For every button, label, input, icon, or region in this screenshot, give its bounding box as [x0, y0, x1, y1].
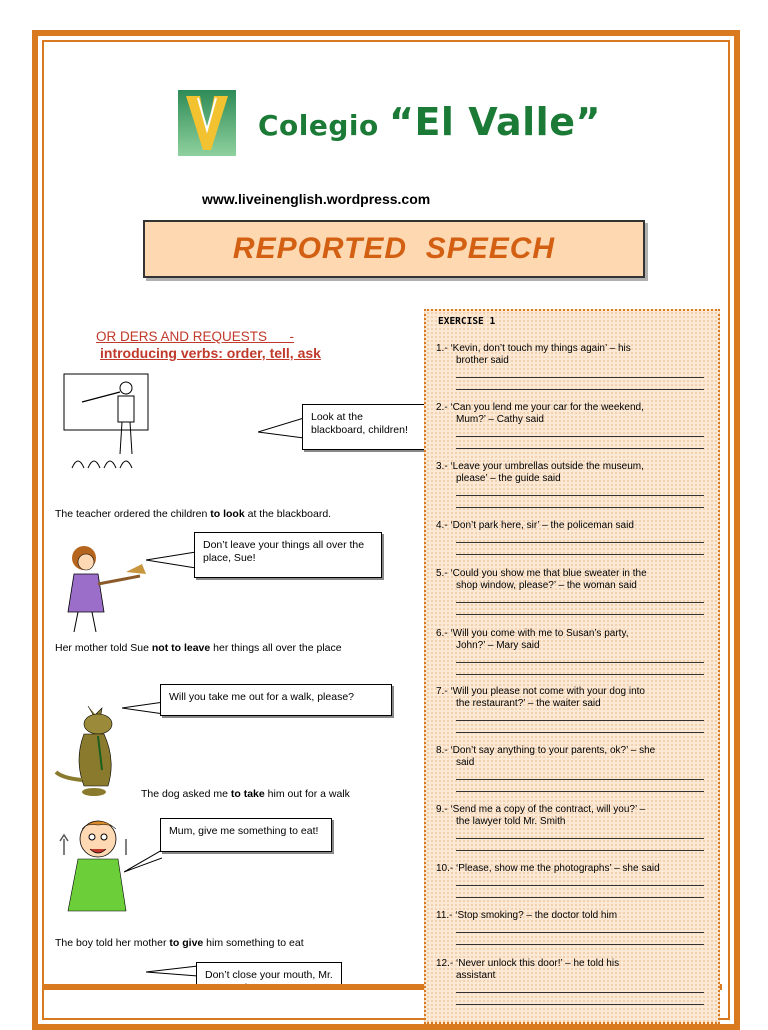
exercise-prompt-line: ‘Will you please not come with your dog into — [450, 686, 645, 697]
answer-line[interactable] — [456, 389, 704, 390]
sentence-text: The teacher ordered the children — [55, 508, 211, 520]
sentence-text: him something to eat — [203, 937, 304, 949]
exercise-prompt-line: Mum?’ – Cathy said — [456, 414, 544, 425]
exercise-prompt-line: please’ – the guide said — [456, 473, 561, 484]
speech-bubble-5: Don’t close your mouth, Mr. — [196, 962, 342, 988]
exercise-prompt-line: ‘Will you come with me to Susan’s party, — [450, 628, 629, 639]
answer-line[interactable] — [456, 1004, 704, 1005]
exercise-number: 4.- — [436, 520, 448, 531]
speech-bubble-4: Mum, give me something to eat! — [160, 818, 332, 852]
answer-line[interactable] — [456, 885, 704, 886]
exercise-prompt — [436, 910, 710, 922]
exercise-prompt-line: ‘Please, show me the photographs’ – she said — [456, 863, 660, 874]
answer-line[interactable] — [456, 732, 704, 733]
exercise-prompt — [436, 628, 710, 652]
answer-line[interactable] — [456, 992, 704, 993]
exercise-prompt — [436, 686, 710, 710]
exercise-number: 5.- — [436, 568, 448, 579]
answer-line[interactable] — [456, 838, 704, 839]
answer-line[interactable] — [456, 662, 704, 663]
exercise-prompt-line: shop window, please?’ – the woman said — [456, 580, 637, 591]
answer-line[interactable] — [456, 495, 704, 496]
answer-line[interactable] — [456, 791, 704, 792]
exercise-item — [436, 402, 710, 426]
exercise-number: 12.- — [436, 958, 454, 969]
website-link[interactable]: www.liveinenglish.wordpress.com — [202, 191, 431, 207]
sentence-text: at the blackboard. — [244, 508, 332, 520]
bubble-tail — [122, 698, 164, 718]
teacher-illustration — [62, 372, 152, 472]
exercise-item — [436, 745, 710, 769]
boy-illustration — [54, 815, 134, 915]
sentence-text: The boy told her mother — [55, 937, 170, 949]
mother-illustration — [56, 542, 148, 636]
exercise-prompt-line: John?’ – Mary said — [456, 640, 540, 651]
exercise-prompt-line: said — [456, 757, 475, 768]
exercise-number: 7.- — [436, 686, 448, 697]
exercise-prompt-line: ‘Don’t park here, sir’ – the policeman said — [450, 520, 634, 531]
exercise-number: 9.- — [436, 804, 448, 815]
exercise-number: 1.- — [436, 343, 448, 354]
exercise-prompt-line: ‘Send me a copy of the contract, will you?’ – — [450, 804, 646, 815]
exercise-prompt-line: ‘Leave your umbrellas outside the museum, — [450, 461, 644, 472]
exercise-prompt — [436, 745, 710, 769]
sentence-text: The dog asked me — [141, 788, 231, 800]
school-logo-icon — [178, 90, 236, 156]
exercise-prompt-line: ‘Never unlock this door!’ – he told his — [456, 958, 620, 969]
exercise-item — [436, 628, 710, 652]
exercise-item — [436, 343, 710, 367]
exercise-prompt-line: assistant — [456, 970, 496, 981]
exercise-prompt-line: the restaurant?’ – the waiter said — [456, 698, 601, 709]
exercise-item — [436, 520, 710, 532]
exercise-prompt — [436, 520, 710, 532]
example-sentence-4 — [55, 937, 304, 949]
exercise-item — [436, 958, 710, 982]
exercise-item — [436, 804, 710, 828]
exercise-prompt — [436, 863, 710, 875]
bubble-tail — [146, 964, 198, 978]
bubble-tail — [124, 846, 162, 876]
answer-line[interactable] — [456, 614, 704, 615]
answer-line[interactable] — [456, 850, 704, 851]
sentence-text: her things all over the place — [210, 642, 342, 654]
answer-line[interactable] — [456, 720, 704, 721]
exercise-prompt-line: the lawyer told Mr. Smith — [456, 816, 566, 827]
sentence-verb: to take — [230, 788, 265, 800]
school-name-main: “El Valle” — [389, 100, 601, 144]
answer-line[interactable] — [456, 554, 704, 555]
sentence-text: him out for a walk — [264, 788, 350, 800]
exercise-title: EXERCISE 1 — [438, 316, 496, 327]
section-subheading: introducing verbs: order, tell, ask — [100, 345, 321, 361]
exercise-number: 6.- — [436, 628, 448, 639]
exercise-item — [436, 863, 710, 875]
exercise-item — [436, 461, 710, 485]
sentence-verb: to look — [210, 508, 245, 520]
page-title: REPORTED SPEECH — [232, 232, 556, 265]
exercise-number: 8.- — [436, 745, 448, 756]
exercise-prompt — [436, 958, 710, 982]
answer-line[interactable] — [456, 507, 704, 508]
answer-line[interactable] — [456, 436, 704, 437]
exercise-number: 3.- — [436, 461, 448, 472]
title-banner — [143, 220, 645, 278]
exercise-prompt-line: ‘Could you show me that blue sweater in the — [450, 568, 647, 579]
exercise-item — [436, 686, 710, 710]
sentence-verb: not to leave — [151, 642, 211, 654]
speech-bubble-1: Look at the blackboard, children! — [302, 404, 428, 450]
example-sentence-1 — [55, 508, 331, 520]
school-name — [258, 100, 601, 144]
exercise-prompt — [436, 343, 710, 367]
exercise-prompt — [436, 402, 710, 426]
exercise-number: 2.- — [436, 402, 448, 413]
answer-line[interactable] — [456, 542, 704, 543]
exercise-prompt — [436, 461, 710, 485]
speech-bubble-2: Don’t leave your things all over the place, Sue! — [194, 532, 382, 578]
section-heading: OR DERS AND REQUESTS - — [96, 329, 295, 344]
sentence-verb: to give — [169, 937, 204, 949]
answer-line[interactable] — [456, 602, 704, 603]
exercise-prompt-line: ‘Kevin, don’t touch my things again’ – his — [450, 343, 631, 354]
exercise-item — [436, 910, 710, 922]
school-prefix: Colegio — [258, 109, 379, 142]
answer-line[interactable] — [456, 674, 704, 675]
answer-line[interactable] — [456, 779, 704, 780]
speech-bubble-3: Will you take me out for a walk, please? — [160, 684, 392, 716]
exercise-item — [436, 568, 710, 592]
bubble-tail — [258, 404, 304, 444]
exercise-prompt-line: ‘Stop smoking? – the doctor told him — [455, 910, 618, 921]
exercise-number: 10.- — [436, 863, 454, 874]
exercise-prompt — [436, 568, 710, 592]
exercise-prompt-line: ‘Can you lend me your car for the weekend, — [450, 402, 644, 413]
answer-line[interactable] — [456, 932, 704, 933]
example-sentence-2 — [55, 642, 342, 654]
exercise-prompt — [436, 804, 710, 828]
answer-line[interactable] — [456, 897, 704, 898]
example-sentence-3 — [141, 788, 350, 800]
exercise-prompt-line: brother said — [456, 355, 509, 366]
sentence-text: Her mother told Sue — [55, 642, 152, 654]
bubble-tail — [146, 548, 196, 572]
exercise-number: 11.- — [436, 910, 453, 921]
answer-line[interactable] — [456, 448, 704, 449]
exercise-prompt-line: ‘Don’t say anything to your parents, ok?’ – she — [450, 745, 656, 756]
answer-line[interactable] — [456, 377, 704, 378]
answer-line[interactable] — [456, 944, 704, 945]
